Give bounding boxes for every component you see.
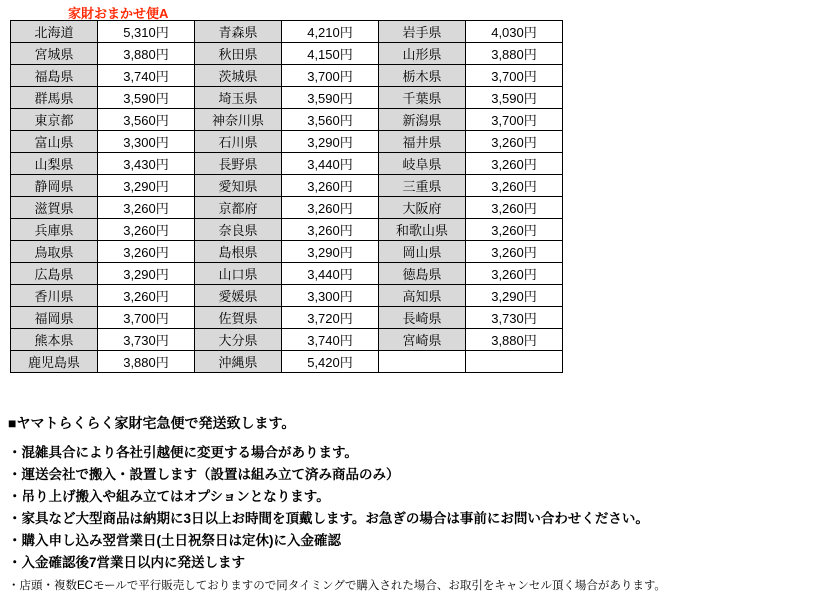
price-cell: 3,880円 bbox=[98, 43, 195, 65]
table-row bbox=[11, 43, 563, 65]
price-cell: 3,290円 bbox=[282, 131, 379, 153]
prefecture-cell: 山形県 bbox=[379, 43, 466, 65]
price-cell: 3,700円 bbox=[466, 65, 563, 87]
table-row bbox=[11, 197, 563, 219]
price-cell: 3,260円 bbox=[466, 153, 563, 175]
price-cell: 5,310円 bbox=[98, 21, 195, 43]
price-cell: 4,210円 bbox=[282, 21, 379, 43]
table-row bbox=[11, 131, 563, 153]
price-cell: 3,720円 bbox=[282, 307, 379, 329]
price-cell: 3,260円 bbox=[98, 219, 195, 241]
price-cell: 3,700円 bbox=[282, 65, 379, 87]
price-cell: 3,260円 bbox=[466, 131, 563, 153]
table-body bbox=[11, 21, 563, 373]
price-cell: 3,290円 bbox=[282, 241, 379, 263]
prefecture-cell: 島根県 bbox=[195, 241, 282, 263]
prefecture-cell: 群馬県 bbox=[11, 87, 98, 109]
prefecture-cell: 福島県 bbox=[11, 65, 98, 87]
prefecture-cell: 埼玉県 bbox=[195, 87, 282, 109]
price-cell: 3,730円 bbox=[466, 307, 563, 329]
table-row bbox=[11, 153, 563, 175]
price-cell: 3,260円 bbox=[98, 197, 195, 219]
price-cell: 3,260円 bbox=[282, 175, 379, 197]
prefecture-cell: 山梨県 bbox=[11, 153, 98, 175]
prefecture-cell: 東京都 bbox=[11, 109, 98, 131]
prefecture-cell: 高知県 bbox=[379, 285, 466, 307]
price-cell: 3,740円 bbox=[282, 329, 379, 351]
prefecture-cell: 茨城県 bbox=[195, 65, 282, 87]
table-row bbox=[11, 87, 563, 109]
empty-cell bbox=[379, 351, 466, 373]
prefecture-cell: 長野県 bbox=[195, 153, 282, 175]
prefecture-cell: 鳥取県 bbox=[11, 241, 98, 263]
empty-cell bbox=[466, 351, 563, 373]
prefecture-cell: 福岡県 bbox=[11, 307, 98, 329]
price-cell: 3,880円 bbox=[466, 43, 563, 65]
price-cell: 3,260円 bbox=[466, 263, 563, 285]
prefecture-cell: 福井県 bbox=[379, 131, 466, 153]
table-row bbox=[11, 219, 563, 241]
table-row bbox=[11, 21, 563, 43]
prefecture-cell: 佐賀県 bbox=[195, 307, 282, 329]
price-cell: 3,290円 bbox=[98, 175, 195, 197]
price-cell: 3,290円 bbox=[466, 285, 563, 307]
price-cell: 3,260円 bbox=[282, 197, 379, 219]
prefecture-cell: 大分県 bbox=[195, 329, 282, 351]
prefecture-cell: 長崎県 bbox=[379, 307, 466, 329]
table-row bbox=[11, 307, 563, 329]
table-row bbox=[11, 175, 563, 197]
price-cell: 3,880円 bbox=[466, 329, 563, 351]
prefecture-cell: 沖縄県 bbox=[195, 351, 282, 373]
note-item: ・入金確認後7営業日以内に発送します bbox=[8, 555, 246, 570]
price-cell: 3,560円 bbox=[282, 109, 379, 131]
price-cell: 3,740円 bbox=[98, 65, 195, 87]
note-item: ・家具など大型商品は納期に3日以上お時間を頂戴します。お急ぎの場合は事前にお問い合わせください。 bbox=[8, 511, 649, 526]
price-cell: 3,590円 bbox=[282, 87, 379, 109]
prefecture-cell: 新潟県 bbox=[379, 109, 466, 131]
table-row bbox=[11, 351, 563, 373]
price-cell: 3,260円 bbox=[466, 175, 563, 197]
price-cell: 3,430円 bbox=[98, 153, 195, 175]
prefecture-cell: 栃木県 bbox=[379, 65, 466, 87]
price-cell: 3,440円 bbox=[282, 153, 379, 175]
notes-heading: ■ヤマトらくらく家財宅急便で発送致します。 bbox=[8, 415, 296, 431]
prefecture-cell: 石川県 bbox=[195, 131, 282, 153]
price-cell: 3,260円 bbox=[282, 219, 379, 241]
prefecture-cell: 徳島県 bbox=[379, 263, 466, 285]
table-row bbox=[11, 285, 563, 307]
prefecture-cell: 宮崎県 bbox=[379, 329, 466, 351]
prefecture-cell: 山口県 bbox=[195, 263, 282, 285]
prefecture-cell: 岐阜県 bbox=[379, 153, 466, 175]
price-cell: 4,030円 bbox=[466, 21, 563, 43]
price-cell: 3,260円 bbox=[466, 241, 563, 263]
table-row bbox=[11, 65, 563, 87]
table-row bbox=[11, 241, 563, 263]
price-cell: 3,880円 bbox=[98, 351, 195, 373]
price-cell: 3,700円 bbox=[98, 307, 195, 329]
price-cell: 5,420円 bbox=[282, 351, 379, 373]
shipping-fee-table bbox=[10, 20, 563, 373]
prefecture-cell: 和歌山県 bbox=[379, 219, 466, 241]
price-cell: 3,560円 bbox=[98, 109, 195, 131]
prefecture-cell: 愛媛県 bbox=[195, 285, 282, 307]
prefecture-cell: 広島県 bbox=[11, 263, 98, 285]
price-cell: 3,260円 bbox=[98, 241, 195, 263]
price-cell: 3,300円 bbox=[282, 285, 379, 307]
note-item: ・運送会社で搬入・設置します（設置は組み立て済み商品のみ） bbox=[8, 467, 400, 482]
prefecture-cell: 秋田県 bbox=[195, 43, 282, 65]
note-fineprint: ・店頭・複数ECモールで平行販売しておりますので同タイミングで購入された場合、お取引をキャンセル頂く場合があります。 bbox=[8, 580, 666, 592]
price-cell: 3,730円 bbox=[98, 329, 195, 351]
price-cell: 4,150円 bbox=[282, 43, 379, 65]
prefecture-cell: 熊本県 bbox=[11, 329, 98, 351]
note-item: ・吊り上げ搬入や組み立てはオプションとなります。 bbox=[8, 489, 330, 504]
prefecture-cell: 富山県 bbox=[11, 131, 98, 153]
page-title: 家財おまかせ便A bbox=[68, 6, 169, 21]
prefecture-cell: 岡山県 bbox=[379, 241, 466, 263]
prefecture-cell: 静岡県 bbox=[11, 175, 98, 197]
price-cell: 3,700円 bbox=[466, 109, 563, 131]
note-item: ・混雑具合により各社引越便に変更する場合があります。 bbox=[8, 445, 358, 460]
note-item: ・購入申し込み翌営業日(土日祝祭日は定休)に入金確認 bbox=[8, 533, 341, 548]
prefecture-cell: 三重県 bbox=[379, 175, 466, 197]
table-row bbox=[11, 263, 563, 285]
price-cell: 3,440円 bbox=[282, 263, 379, 285]
price-cell: 3,260円 bbox=[466, 197, 563, 219]
prefecture-cell: 京都府 bbox=[195, 197, 282, 219]
price-cell: 3,590円 bbox=[98, 87, 195, 109]
price-cell: 3,590円 bbox=[466, 87, 563, 109]
prefecture-cell: 宮城県 bbox=[11, 43, 98, 65]
prefecture-cell: 兵庫県 bbox=[11, 219, 98, 241]
prefecture-cell: 鹿児島県 bbox=[11, 351, 98, 373]
prefecture-cell: 滋賀県 bbox=[11, 197, 98, 219]
price-cell: 3,260円 bbox=[98, 285, 195, 307]
prefecture-cell: 千葉県 bbox=[379, 87, 466, 109]
prefecture-cell: 北海道 bbox=[11, 21, 98, 43]
prefecture-cell: 青森県 bbox=[195, 21, 282, 43]
prefecture-cell: 奈良県 bbox=[195, 219, 282, 241]
price-cell: 3,260円 bbox=[466, 219, 563, 241]
notes-section bbox=[8, 414, 808, 596]
price-cell: 3,290円 bbox=[98, 263, 195, 285]
price-cell: 3,300円 bbox=[98, 131, 195, 153]
prefecture-cell: 岩手県 bbox=[379, 21, 466, 43]
prefecture-cell: 香川県 bbox=[11, 285, 98, 307]
table-row bbox=[11, 109, 563, 131]
prefecture-cell: 大阪府 bbox=[379, 197, 466, 219]
prefecture-cell: 神奈川県 bbox=[195, 109, 282, 131]
prefecture-cell: 愛知県 bbox=[195, 175, 282, 197]
table-row bbox=[11, 329, 563, 351]
